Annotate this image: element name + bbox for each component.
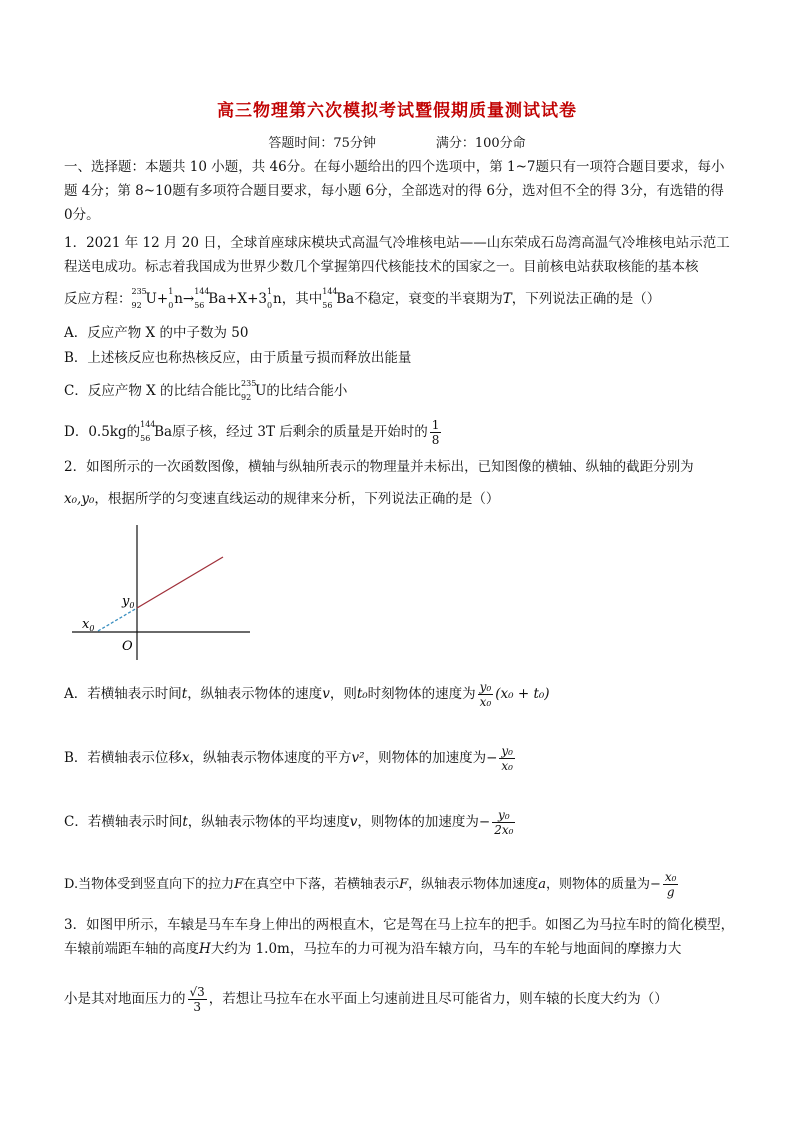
q1-option-a: A．反应产物 X 的中子数为 50 [64,325,249,341]
q1-stem: 1．2021 年 12 月 20 日，全球首座球床模块式高温气冷堆核电站——山东荣成石岛湾高温气冷堆核电站示范工程送电成功。标志着我国成为世界少数几个掌握第四代核能技术的国家之一。目前核电站获取核能的基本核 [64,235,730,275]
graph-line [137,557,223,608]
q1-option-b: B．上述核反应也称热核反应，由于质量亏损而释放出能量 [64,350,412,366]
q1-equation-line: 反应方程： 235 92 U+ 1 0 n→ 144 56 Ba+X+3 1 0 n，其中 144 56 Ba不稳定，衰变的半衰期为T，下列说法正确的是（） [64,287,661,310]
q1-option-c: C．反应产物 X 的比结合能比 235 92 U的比结合能小 [64,379,348,402]
q2-stem: 2．如图所示的一次函数图像，横轴与纵轴所表示的物理量并未标出，已知图像的横轴、纵轴的截距分别为 [64,459,694,475]
graph-extension-dashed [98,608,137,631]
linear-function-graph [70,520,260,665]
fraction-one-eighth: $\frac{1}{8}$ [431,418,440,447]
exam-time: 答题时间：75分钟 [268,136,376,151]
q2-option-c: C．若横轴表示时间t，纵轴表示物体的平均速度v，则物体的加速度为− $\frac{\text{y₀}}{\text{2x₀}}$ [64,808,514,837]
barium-nuclide: 144 56 Ba [194,287,227,310]
q2-stem-2: x₀,y₀，根据所学的匀变速直线运动的规律来分析，下列说法正确的是（） [64,491,500,507]
q3-stem: 3．如图甲所示，车辕是马车车身上伸出的两根直木，它是驾在马上拉车的把手。如图乙为马拉车时的简化模型，车辕前端距车轴的高度H大约为 1.0m，马拉车的力可视为沿车辕方向，马车的车轮与地面间的摩擦力大 [64,917,735,957]
exam-meta [0,132,794,151]
neutron-nuclide: 1 0 n [168,287,183,310]
x0-label: $x_0$ [82,617,95,633]
q2-option-d: D.当物体受到竖直向下的拉力F在真空中下落，若横轴表示F，纵轴表示物体加速度a，则物体的质量为− $\frac{\text{x₀}}{g}$ [64,870,677,899]
uranium-nuclide: 235 92 U [131,287,157,310]
q1-option-d: D．0.5kg的 144 56 Ba原子核，经过 3T 后剩余的质量是开始时的 $\frac{1}{8}$ [64,418,440,447]
q2-option-b: B．若横轴表示位移x，纵轴表示物体速度的平方v²，则物体的加速度为− $\frac{\text{y₀}}{\text{x₀}}$ [64,744,513,773]
section-intro: 一、选择题：本题共 10 小题，共 46分。在每小题给出的四个选项中，第 1~7题只有一项符合题目要求，每小题 4分；第 8~10题有多项符合题目要求，每小题 6分，全部选对的得 6分，选对但不全的得 3分，有选错的得 0分。 [64,159,725,223]
y0-label: $y_0$ [122,594,135,610]
q2-option-a: A．若横轴表示时间t，纵轴表示物体的速度v，则t₀时刻物体的速度为 $\frac{\text{y₀}}{\text{x₀}}$ (x₀ + t₀) [64,680,550,709]
q3-stem-2: 小是其对地面压力的 $\frac{√3}{3}$ ，若想让马拉车在水平面上匀速前进且尽可能省力，则车辕的长度大约为（） [64,985,668,1014]
exam-title: 高三物理第六次模拟考试暨假期质量测试试卷 [217,101,577,121]
origin-label: O [122,639,133,654]
exam-score: 满分：100分命 [435,136,526,151]
